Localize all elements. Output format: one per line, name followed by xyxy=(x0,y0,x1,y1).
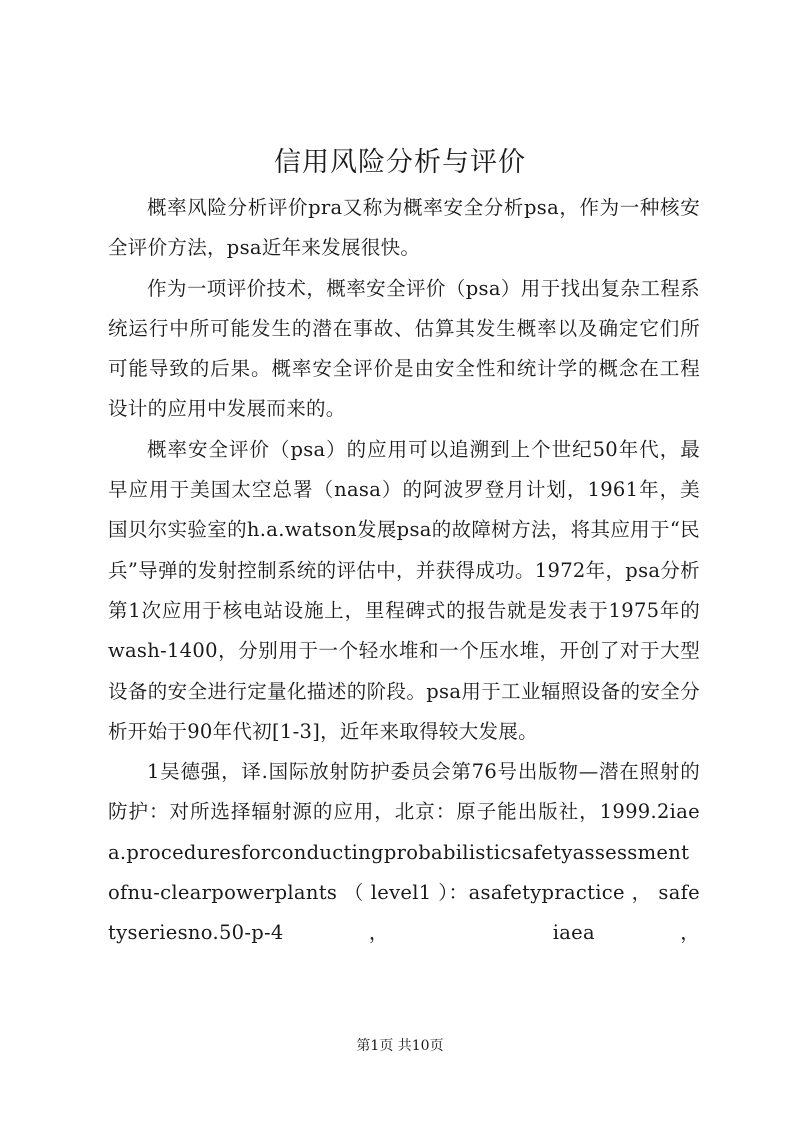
page-footer: 第1页 共10页 xyxy=(356,1038,444,1054)
document-body xyxy=(108,188,700,954)
paragraph-history: 概率安全评价（psa）的应用可以追溯到上个世纪50年代，最早应用于美国太空总署（nasa）的阿波罗登月计划，1961年，美国贝尔实验室的h.a.watson发展psa的故障树方法，将其应用于“民兵”导弹的发射控制系统的评估中，并获得成功。1972年，psa分析第1次应用于核电站设施上，里程碑式的报告就是发表于1975年的wash-1400，分别用于一个轻水堆和一个压水堆，开创了对于大型设备的安全进行定量化描述的阶段。psa用于工业辐照设备的安全分析开始于90年代初[1-3]，近年来取得较大发展。 xyxy=(108,437,700,743)
paragraph-references: 1吴德强，译.国际放射防护委员会第76号出版物—潜在照射的防护：对所选择辐射源的应用，北京：原子能出版社，1999.2iaea.proceduresforconductingprobabilisticsafetyassessmentofnu-clearpowerplants （ level1 ）：asafetypractice ， safetyseriesno.50-p-4 ， iaea ， xyxy=(108,760,700,945)
paragraph-intro: 概率风险分析评价pra又称为概率安全分析psa，作为一种核安全评价方法，psa近年来发展很快。 xyxy=(108,196,700,260)
document-title: 信用风险分析与评价 xyxy=(274,147,526,178)
paragraph-definition: 作为一项评价技术，概率安全评价（psa）用于找出复杂工程系统运行中所可能发生的潜在事故、估算其发生概率以及确定它们所可能导致的后果。概率安全评价是由安全性和统计学的概念在工程设计的应用中发展而来的。 xyxy=(108,276,700,421)
